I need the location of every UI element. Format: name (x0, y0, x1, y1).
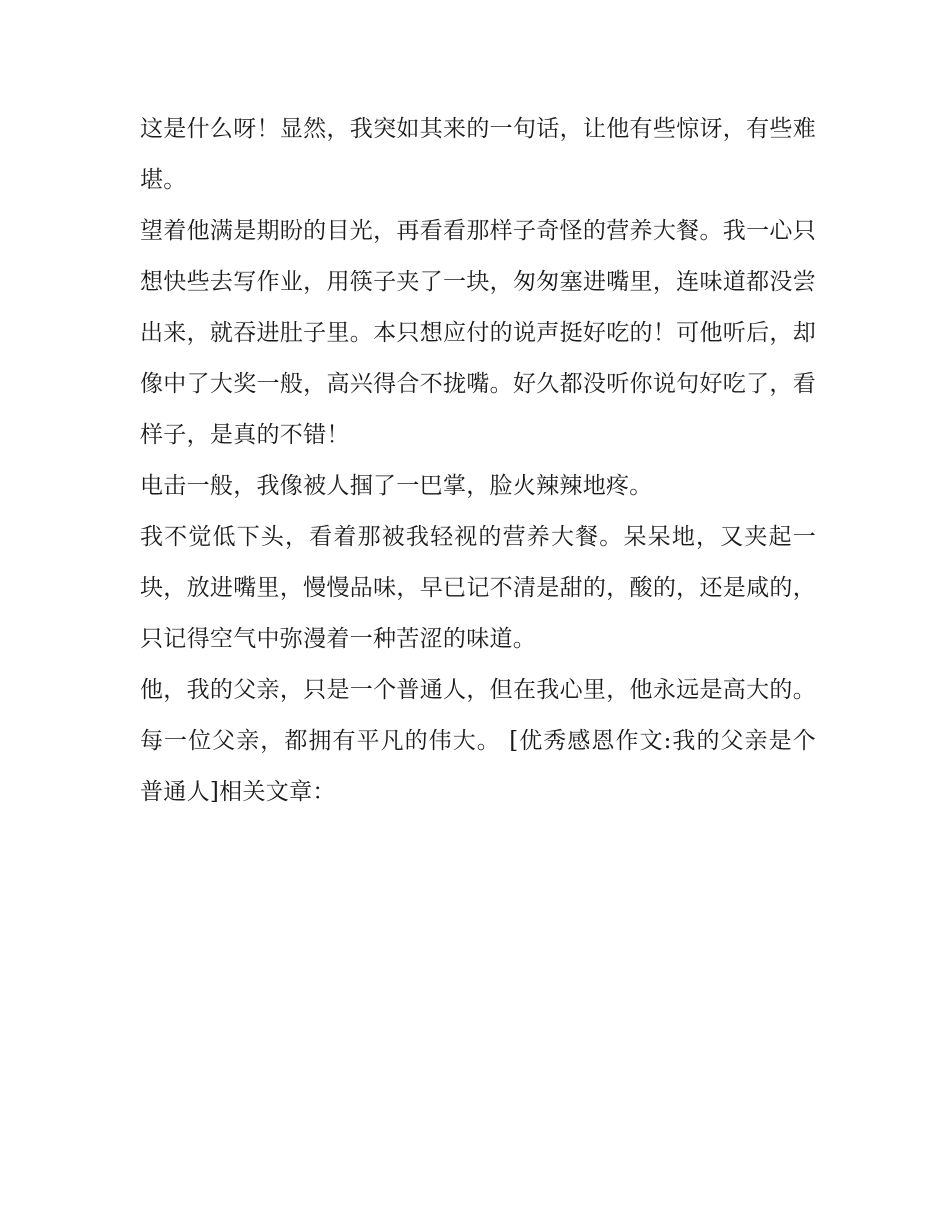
paragraph-1: 这是什么呀！显然，我突如其来的一句话，让他有些惊讶，有些难堪。 (140, 116, 816, 193)
paragraph-4: 我不觉低下头，看着那被我轻视的营养大餐。呆呆地，又夹起一块，放进嘴里，慢慢品味，早已记不清是甜的，酸的，还是咸的，只记得空气中弥漫着一种苦涩的味道。 (140, 524, 816, 652)
paragraph-2: 望着他满是期盼的目光，再看看那样子奇怪的营养大餐。我一心只想快些去写作业，用筷子夹了一块，匆匆塞进嘴里，连味道都没尝出来，就吞进肚子里。本只想应付的说声挺好吃的！可他听后，却像中了大奖一般，高兴得合不拢嘴。好久都没听你说句好吃了，看样子，是真的不错！ (140, 218, 816, 448)
document-body (140, 104, 816, 818)
paragraph-3: 电击一般，我像被人掴了一巴掌，脸火辣辣地疼。 (140, 473, 653, 499)
paragraph-5: 他，我的父亲，只是一个普通人，但在我心里，他永远是高大的。每一位父亲，都拥有平凡的伟大。 [优秀感恩作文:我的父亲是个普通人]相关文章： (140, 677, 816, 805)
